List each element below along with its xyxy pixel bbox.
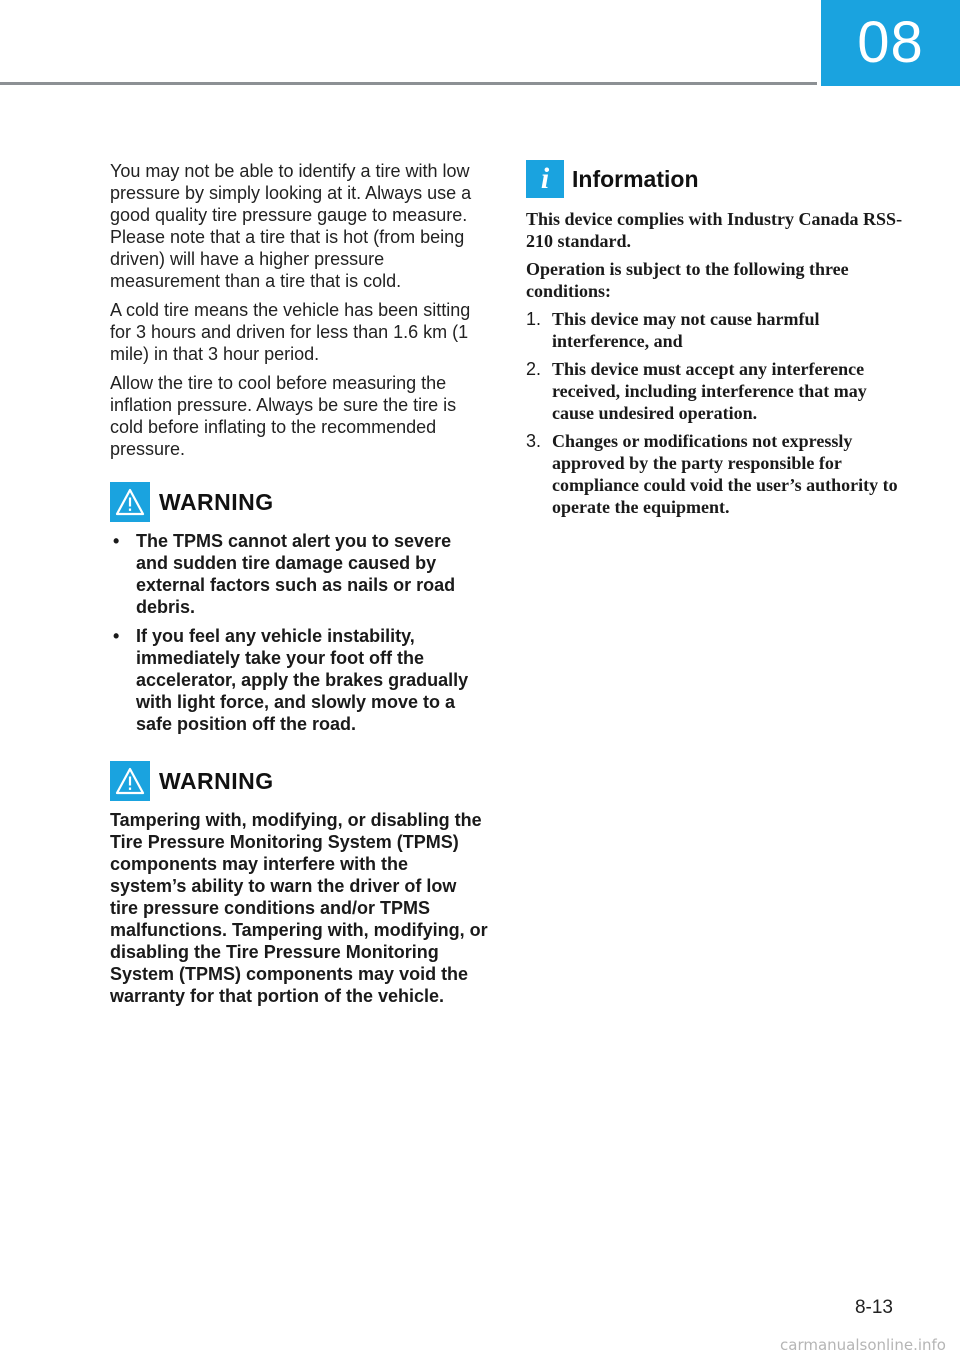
information-heading: [526, 160, 906, 198]
warning-list: [110, 530, 488, 735]
body-paragraph-1: You may not be able to identify a tire with low pressure by simply looking at it. Always use a good quality tire pressure gauge to measure. Please note that a tire that is hot (from being driven) will have a higher pressure measurement than a tire that is cold.: [110, 161, 472, 291]
page-number: 8-13: [854, 1297, 893, 1318]
information-item: 2. This device must accept any interference received, including interference that may cause undesired operation.: [526, 359, 867, 423]
warning-icon: [110, 761, 150, 801]
warning-icon: [110, 482, 150, 522]
information-item: 3. Changes or modifications not expressly approved by the party responsible for compliance could void the user’s authority to operate the equipment.: [526, 431, 898, 517]
chapter-tab: 08: [821, 0, 960, 86]
information-item: 1. This device may not cause harmful interference, and: [526, 309, 820, 351]
right-column: [526, 160, 906, 524]
left-column: [110, 160, 488, 1007]
information-paragraph-2: Operation is subject to the following three conditions:: [526, 259, 849, 301]
information-title: Information: [572, 165, 699, 192]
warning-item: • The TPMS cannot alert you to severe and sudden tire damage caused by external factors such as nails or road debris.: [113, 531, 456, 617]
warning-title: WARNING: [159, 767, 274, 794]
warning-title: WARNING: [159, 488, 274, 515]
watermark: carmanualsonline.info: [780, 1336, 946, 1354]
warning-heading-2: [110, 761, 488, 801]
information-icon: i: [526, 160, 564, 198]
warning-heading-1: [110, 482, 488, 522]
information-list: [526, 308, 906, 518]
header-rule: [0, 82, 817, 85]
body-paragraph-3: Allow the tire to cool before measuring the inflation pressure. Always be sure the tire is cold before inflating to the recommended pressure.: [110, 373, 457, 459]
warning-text: Tampering with, modifying, or disabling the Tire Pressure Monitoring System (TPMS) components may interfere with the system’s ability to warn the driver of low tire pressure conditions and/or TPMS malfunctions. Tampering with, modifying, or disabling the Tire Pressure Monitoring System (TPMS) components may void the warranty for that portion of the vehicle.: [110, 810, 488, 1006]
information-paragraph-1: This device complies with Industry Canada RSS-210 standard.: [526, 209, 903, 251]
warning-item: • If you feel any vehicle instability, immediately take your foot off the accelerator, apply the brakes gradually with light force, and slowly move to a safe position off the road.: [113, 626, 469, 734]
body-paragraph-2: A cold tire means the vehicle has been sitting for 3 hours and driven for less than 1.6 km (1 mile) in that 3 hour period.: [110, 300, 471, 364]
